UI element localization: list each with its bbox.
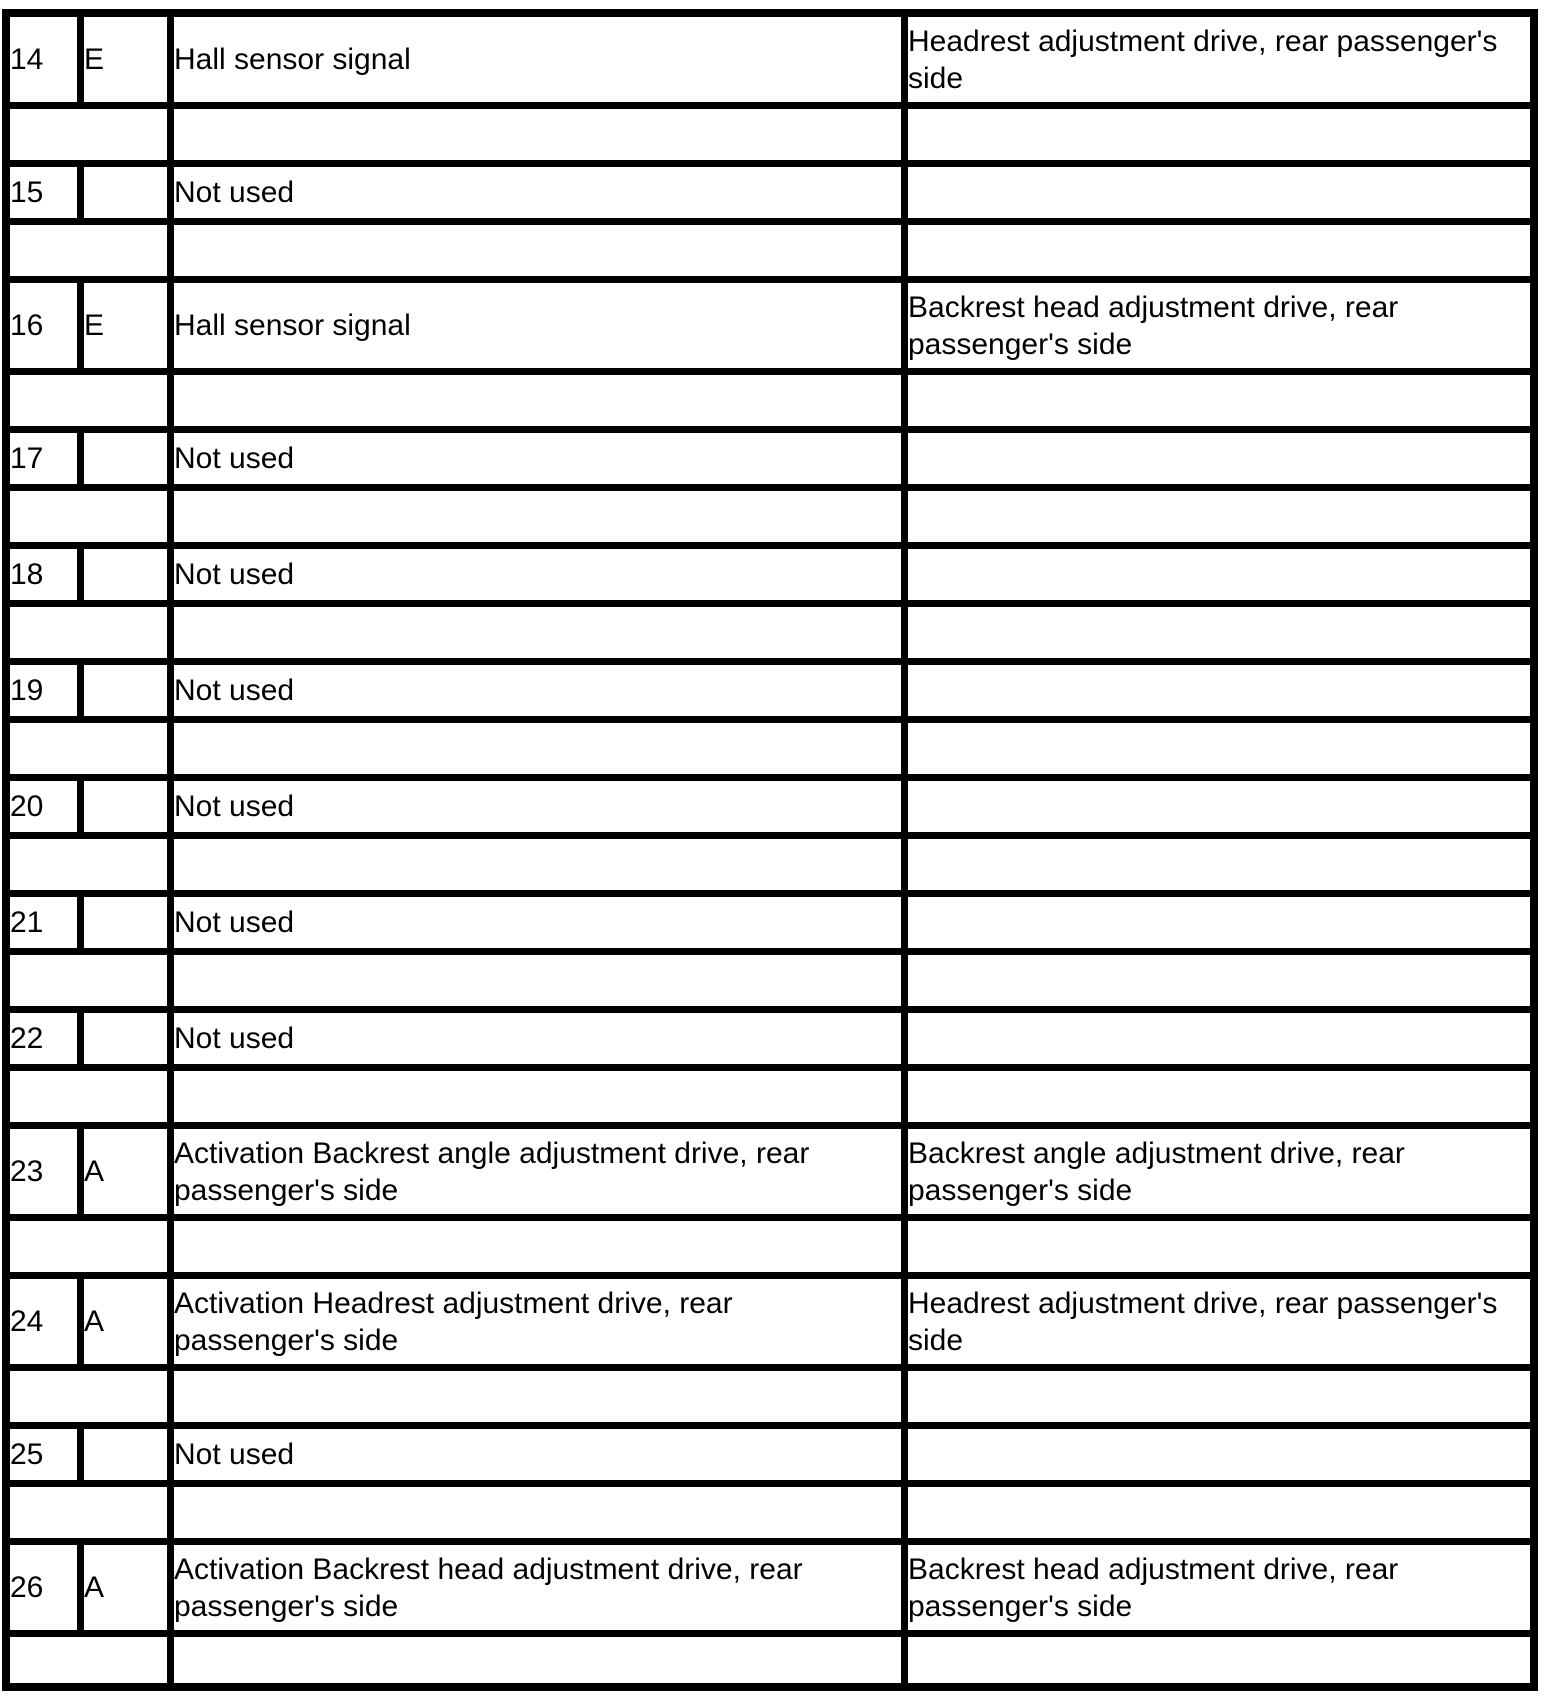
pin-number-cell: 20: [10, 781, 84, 839]
component-cell: [908, 167, 1530, 225]
spacer-description-cell: [174, 491, 908, 549]
description-cell: Activation Backrest angle adjustment drive, rear passenger's side: [174, 1129, 908, 1221]
component-cell: [908, 549, 1530, 607]
spacer-row: [10, 723, 1530, 781]
spacer-description-cell: [174, 839, 908, 897]
table-row-pin-23: [10, 1129, 1530, 1221]
table-row-pin-20: [10, 781, 1530, 839]
spacer-merged-cell: [10, 955, 174, 1013]
spacer-merged-cell: [10, 839, 174, 897]
spacer-merged-cell: [10, 607, 174, 665]
pin-number-cell: 18: [10, 549, 84, 607]
description-cell: Hall sensor signal: [174, 17, 908, 109]
spacer-description-cell: [174, 1487, 908, 1545]
component-cell: Headrest adjustment drive, rear passenger's side: [908, 17, 1530, 109]
component-cell: Backrest angle adjustment drive, rear passenger's side: [908, 1129, 1530, 1221]
description-cell: Activation Backrest head adjustment drive, rear passenger's side: [174, 1545, 908, 1637]
spacer-row: [10, 1371, 1530, 1429]
description-cell: Not used: [174, 1013, 908, 1071]
spacer-component-cell: [908, 955, 1530, 1013]
pin-number-cell: 15: [10, 167, 84, 225]
signal-type-cell: [84, 433, 174, 491]
spacer-row: [10, 225, 1530, 283]
signal-type-cell: [84, 1013, 174, 1071]
spacer-row: [10, 1071, 1530, 1129]
signal-type-cell: [84, 167, 174, 225]
signal-type-cell: A: [84, 1129, 174, 1221]
pin-number-cell: 16: [10, 283, 84, 375]
component-cell: Backrest head adjustment drive, rear passenger's side: [908, 1545, 1530, 1637]
spacer-merged-cell: [10, 1637, 174, 1683]
signal-type-cell: [84, 549, 174, 607]
spacer-description-cell: [174, 955, 908, 1013]
spacer-row: [10, 607, 1530, 665]
spacer-component-cell: [908, 1071, 1530, 1129]
pin-assignment-table-body: [10, 17, 1530, 1683]
spacer-merged-cell: [10, 491, 174, 549]
spacer-component-cell: [908, 375, 1530, 433]
table-row-pin-15: [10, 167, 1530, 225]
description-cell: Hall sensor signal: [174, 283, 908, 375]
spacer-description-cell: [174, 1371, 908, 1429]
spacer-description-cell: [174, 109, 908, 167]
spacer-row: [10, 109, 1530, 167]
spacer-component-cell: [908, 109, 1530, 167]
description-cell: Not used: [174, 433, 908, 491]
pin-number-cell: 26: [10, 1545, 84, 1637]
spacer-merged-cell: [10, 1487, 174, 1545]
pin-assignment-table-wrapper: [2, 9, 1538, 1691]
component-cell: [908, 781, 1530, 839]
pin-assignment-table: [2, 9, 1538, 1691]
spacer-merged-cell: [10, 375, 174, 433]
spacer-row: [10, 839, 1530, 897]
pin-number-cell: 17: [10, 433, 84, 491]
pin-number-cell: 25: [10, 1429, 84, 1487]
component-cell: [908, 897, 1530, 955]
spacer-row: [10, 491, 1530, 549]
pin-number-cell: 14: [10, 17, 84, 109]
spacer-description-cell: [174, 375, 908, 433]
spacer-component-cell: [908, 1221, 1530, 1279]
spacer-merged-cell: [10, 1071, 174, 1129]
spacer-component-cell: [908, 1487, 1530, 1545]
spacer-merged-cell: [10, 109, 174, 167]
description-cell: Not used: [174, 781, 908, 839]
table-row-pin-19: [10, 665, 1530, 723]
spacer-component-cell: [908, 1637, 1530, 1683]
signal-type-cell: A: [84, 1545, 174, 1637]
component-cell: Backrest head adjustment drive, rear passenger's side: [908, 283, 1530, 375]
spacer-description-cell: [174, 1071, 908, 1129]
signal-type-cell: [84, 665, 174, 723]
spacer-row: [10, 1221, 1530, 1279]
description-cell: Not used: [174, 549, 908, 607]
description-cell: Not used: [174, 167, 908, 225]
spacer-row: [10, 375, 1530, 433]
pin-number-cell: 19: [10, 665, 84, 723]
signal-type-cell: E: [84, 17, 174, 109]
description-cell: Not used: [174, 897, 908, 955]
signal-type-cell: [84, 897, 174, 955]
table-row-pin-18: [10, 549, 1530, 607]
spacer-component-cell: [908, 225, 1530, 283]
pin-number-cell: 24: [10, 1279, 84, 1371]
spacer-merged-cell: [10, 225, 174, 283]
spacer-component-cell: [908, 723, 1530, 781]
spacer-component-cell: [908, 491, 1530, 549]
spacer-description-cell: [174, 723, 908, 781]
spacer-merged-cell: [10, 1221, 174, 1279]
spacer-component-cell: [908, 607, 1530, 665]
component-cell: [908, 433, 1530, 491]
spacer-component-cell: [908, 839, 1530, 897]
component-cell: Headrest adjustment drive, rear passenger's side: [908, 1279, 1530, 1371]
signal-type-cell: A: [84, 1279, 174, 1371]
signal-type-cell: [84, 781, 174, 839]
component-cell: [908, 1013, 1530, 1071]
component-cell: [908, 665, 1530, 723]
spacer-merged-cell: [10, 723, 174, 781]
table-row-pin-25: [10, 1429, 1530, 1487]
pin-number-cell: 21: [10, 897, 84, 955]
description-cell: Not used: [174, 1429, 908, 1487]
table-row-pin-14: [10, 17, 1530, 109]
table-row-pin-22: [10, 1013, 1530, 1071]
pin-number-cell: 22: [10, 1013, 84, 1071]
spacer-row: [10, 1637, 1530, 1683]
table-row-pin-21: [10, 897, 1530, 955]
spacer-row: [10, 1487, 1530, 1545]
table-row-pin-17: [10, 433, 1530, 491]
spacer-description-cell: [174, 1637, 908, 1683]
signal-type-cell: [84, 1429, 174, 1487]
signal-type-cell: E: [84, 283, 174, 375]
spacer-description-cell: [174, 225, 908, 283]
spacer-description-cell: [174, 1221, 908, 1279]
table-row-pin-24: [10, 1279, 1530, 1371]
spacer-component-cell: [908, 1371, 1530, 1429]
component-cell: [908, 1429, 1530, 1487]
table-row-pin-16: [10, 283, 1530, 375]
spacer-row: [10, 955, 1530, 1013]
description-cell: Activation Headrest adjustment drive, rear passenger's side: [174, 1279, 908, 1371]
table-row-pin-26: [10, 1545, 1530, 1637]
description-cell: Not used: [174, 665, 908, 723]
spacer-merged-cell: [10, 1371, 174, 1429]
spacer-description-cell: [174, 607, 908, 665]
pin-number-cell: 23: [10, 1129, 84, 1221]
